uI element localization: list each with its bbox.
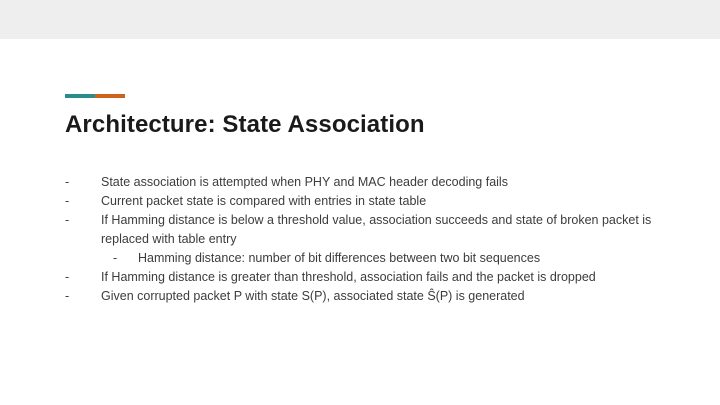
bullet-marker: - (65, 213, 70, 227)
bullet-text: Given corrupted packet P with state S(P), associated state Ŝ(P) is generated (101, 289, 525, 303)
bullet-text: If Hamming distance is greater than threshold, association fails and the packet is dropped (101, 270, 596, 284)
bullet-item (65, 192, 685, 211)
title-accent-bar (65, 94, 125, 98)
bullet-text: Current packet state is compared with entries in state table (101, 194, 427, 208)
accent-segment-teal (65, 94, 95, 98)
bullet-item (65, 268, 685, 287)
bullet-text: State association is attempted when PHY and MAC header decoding fails (101, 175, 508, 189)
sub-bullet-item (65, 249, 685, 268)
bullet-marker: - (65, 194, 70, 208)
bullet-text: If Hamming distance is below a threshold value, association succeeds and state of broken packet is replaced with table entry (101, 213, 652, 246)
sub-bullet-text: Hamming distance: number of bit differences between two bit sequences (138, 251, 541, 265)
slide-title: Architecture: State Association (65, 111, 425, 138)
bullet-item (65, 211, 685, 249)
accent-segment-orange (95, 94, 125, 98)
top-band (0, 0, 720, 39)
bullet-marker: - (65, 289, 70, 303)
bullet-marker: - (65, 175, 70, 189)
sub-bullet-marker: - (113, 251, 118, 265)
bullet-item (65, 287, 685, 306)
bullet-list (65, 173, 685, 306)
bullet-item (65, 173, 685, 192)
bullet-marker: - (65, 270, 70, 284)
